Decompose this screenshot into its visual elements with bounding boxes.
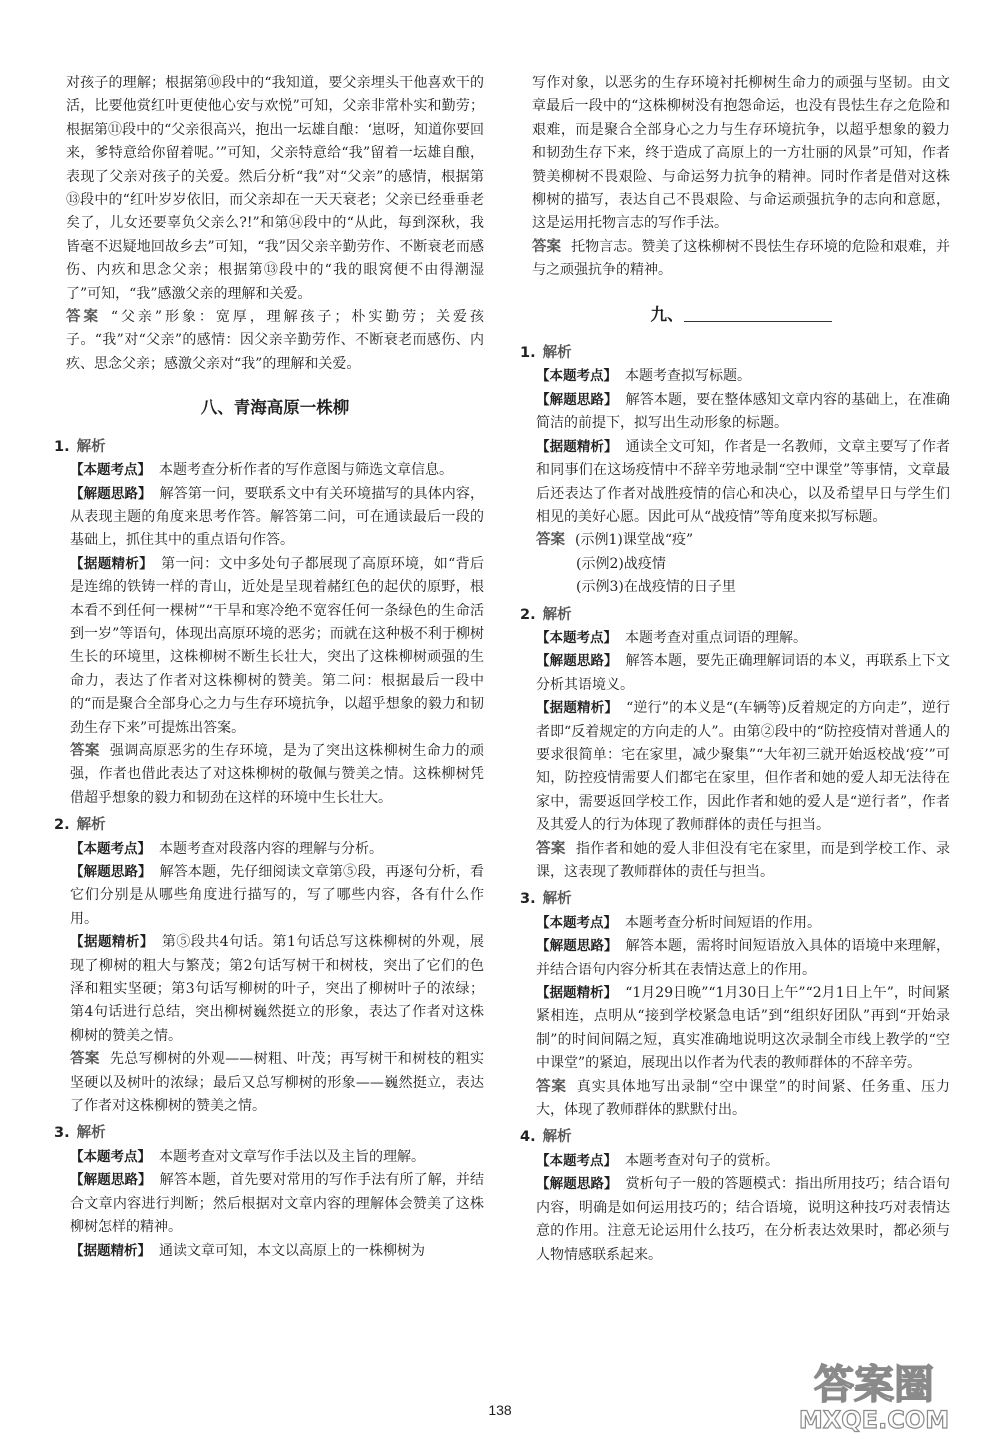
- watermark-text-bottom: MXQE.COM: [798, 1406, 950, 1434]
- answer: 答案 指作者和她的爱人非但没有宅在家里，而是到学校工作、录课，这表现了教师群体的责任与担当。: [536, 840, 951, 880]
- jingxi: 【据题精析】 第⑤段共4句话。第1句话总写这株柳树的外观，展现了柳树的粗大与繁茂；第2句话写树干和树枝，突出了它们的色泽和粗实坚硬；第3句话写柳树的叶子，突出了柳树叶子的浓绿；第4句话进行总结，突出柳树巍然挺立的形象，表达了作者对这株柳树的赞美之情。: [70, 934, 484, 1044]
- jingxi: 【据题精析】 “逆行”的本义是“(车辆等)反着规定的方向走”，逆行者即“反着规定的方向走的人”。由第②段中的“防控疫情对普通人的要求很简单：宅在家里，减少聚集”“大年初三就开始返校战‘疫’”可知，防控疫情需要人们都宅在家里，但作者和她的爱人却无法待在家中，需要返回学校工作，因此作者和她的爱人是“逆行者”，作者及其爱人的行为体现了教师群体的责任与担当。: [536, 700, 950, 834]
- question-heading: 1. 解析: [54, 438, 106, 455]
- jingxi: 【据题精析】 通读文章可知，本文以高原上的一株柳树为: [70, 1242, 425, 1259]
- jingxi: 【据题精析】 第一问：文中多处句子都展现了高原环境，如“背后是连绵的铁铸一样的青山，近处是呈现着赭红色的起伏的原野，根本看不到任何一棵树”“干旱和寒冷绝不宽容任何一条绿色的生命活到一岁”等语句，体现出高原环境的恶劣；而就在这种极不利于柳树生长的环境里，这株柳树不断生长壮大，突出了这株柳树顽强的生命力，表达了作者对这株柳树的赞美。第二问：根据最后一段中的“而是聚合全部身心之力与生存环境抗争，以超乎想象的毅力和韧劲生存下来”可提炼出答案。: [70, 555, 484, 736]
- answer: 答案 先总写柳树的外观——树粗、叶茂；再写树干和树枝的粗实坚硬以及树叶的浓绿；最后又总写柳树的形象——巍然挺立，表达了作者对这株柳树的赞美之情。: [70, 1051, 485, 1115]
- answer: 答案 (示例1)课堂战“疫”: [536, 532, 694, 549]
- question-heading: 4. 解析: [520, 1129, 572, 1146]
- jingxi: 【据题精析】 通读全文可知，作者是一名教师，文章主要写了作者和同事们在这场疫情中不辞辛劳地录制“空中课堂”等事情，文章最后还表达了作者对战胜疫情的信心和决心，以及希望早日与学生们相见的美好心愿。因此可从“战疫情”等角度来拟写标题。: [536, 438, 951, 525]
- kaodian: 【本题考点】 本题考查分析作者的写作意图与筛选文章信息。: [70, 462, 453, 479]
- answer-label: 答案: [66, 309, 101, 326]
- kaodian: 【本题考点】 本题考查拟写标题。: [536, 368, 751, 385]
- page-number: 138: [488, 1402, 512, 1418]
- kaodian: 【本题考点】 本题考查对重点词语的理解。: [536, 629, 807, 646]
- kaodian: 【本题考点】 本题考查对文章写作手法以及主旨的理解。: [70, 1148, 425, 1165]
- section-title-8: 八、青海高原一株柳: [200, 398, 350, 418]
- kaodian: 【本题考点】 本题考查对句子的赏析。: [536, 1152, 779, 1169]
- section-title-9: 九、: [532, 303, 950, 326]
- silu: 【解题思路】 解答本题，先仔细阅读文章第⑤段，再逐句分析，看它们分别是从哪些角度进行描写的，写了哪些内容，各有什么作用。: [70, 864, 485, 927]
- answer: 答案 强调高原恶劣的生存环境，是为了突出这株柳树生命力的顽强，作者也借此表达了对这株柳树的敬佩与赞美之情。这株柳树凭借超乎想象的毅力和韧劲在这样的环境中生长壮大。: [70, 742, 485, 806]
- left-column: [54, 72, 485, 1263]
- continued-paragraph: 写作对象，以恶劣的生存环境衬托柳树生命力的顽强与坚韧。由文章最后一段中的“这株柳树没有抱怨命运，也没有畏怯生存之危险和艰难，而是聚合全部身心之力与生存环境抗争，以超乎想象的毅力和韧劲生存下来，终于造成了高原上的一方壮丽的风景”可知，作者赞美柳树不畏艰险、与命运努力抗争的精神。同时作者是借对这株柳树的描写，表达自己不畏艰险、与命运顽强抗争的志向和意愿，这是运用托物言志的写作手法。: [532, 75, 950, 232]
- kaodian: 【本题考点】 本题考查分析时间短语的作用。: [536, 914, 821, 931]
- silu: 【解题思路】 解答第一问，要联系文中有关环境描写的具体内容，从表现主题的角度来思考作答。解答第二问，可在通读最后一段的基础上，抓住其中的重点语句作答。: [70, 485, 485, 549]
- silu: 【解题思路】 解答本题，要在整体感知文章内容的基础上，在准确简洁的前提下，拟写出生动形象的标题。: [536, 391, 951, 432]
- silu: 【解题思路】 解答本题，首先要对常用的写作手法有所了解，并结合文章内容进行判断；然后根据对文章内容的理解体会赞美了这株柳树怎样的精神。: [70, 1172, 485, 1236]
- example-answer: (示例2)战疫情: [576, 555, 666, 572]
- watermark-logo: [768, 1356, 980, 1434]
- jingxi: 【据题精析】 “1月29日晚”“1月30日上午”“2月1日上午”，时间紧紧相连，点明从“接到学校紧急电话”到“组织好团队”再到“开始录制”的时间间隔之短，真实准确地说明这次录制全市线上教学的“空中课堂”的紧迫，展现出以作者为代表的教师群体的不辞辛劳。: [536, 985, 951, 1072]
- kaodian: 【本题考点】 本题考查对段落内容的理解与分析。: [70, 840, 383, 857]
- question-heading: 2. 解析: [520, 606, 572, 623]
- question-heading: 3. 解析: [520, 891, 572, 908]
- title-blank-line: [684, 307, 832, 322]
- right-column: [520, 72, 951, 1267]
- silu: 【解题思路】 解答本题，需将时间短语放入具体的语境中来理解，并结合语句内容分析其在表情达意上的作用。: [536, 938, 951, 978]
- silu: 【解题思路】 解答本题，要先正确理解词语的本义，再联系上下文分析其语境义。: [536, 653, 951, 693]
- question-heading: 1. 解析: [520, 345, 572, 362]
- intro-paragraph: 对孩子的理解；根据第⑩段中的“我知道，要父亲埋头干他喜欢干的活，比要他赏红叶更使他心安与欢悦”可知，父亲非常朴实和勤劳；根据第⑪段中的“父亲很高兴，抱出一坛雄自酿：‘崽呀，知道你要回来，爹特意给你留着呢。’”可知，父亲特意给“我”留着一坛雄自酿，表现了父亲对孩子的关爱。然后分析“我”对“父亲”的感情，根据第⑬段中的“红叶岁岁依旧，而父亲却在一天天衰老；父亲已经垂垂老矣了，儿女还要辜负父亲么?!”和第⑭段中的“从此，每到深秋，我皆毫不迟疑地回故乡去”可知，“我”因父亲辛勤劳作、不断衰老而感伤、内疚和思念父亲；根据第⑬段中的“我的眼窝便不由得潮湿了”可知，“我”感激父亲的理解和关爱。: [66, 75, 484, 302]
- question-heading: 3. 解析: [54, 1125, 106, 1142]
- answer: 答案 真实具体地写出录制“空中课堂”的时间紧、任务重、压力大，体现了教师群体的默默付出。: [536, 1078, 950, 1119]
- intro-answer: 答案 “父亲”形象：宽厚，理解孩子；朴实勤劳；关爱孩子。“我”对“父亲”的感情：因父亲辛勤劳作、不断衰老而感伤、内疚、思念父亲；感激父亲对“我”的理解和关爱。: [66, 309, 484, 372]
- answer: 答案 托物言志。赞美了这株柳树不畏怯生存环境的危险和艰难，并与之顽强抗争的精神。: [532, 238, 951, 279]
- question-heading: 2. 解析: [54, 817, 106, 834]
- example-answer: (示例3)在战疫情的日子里: [576, 579, 736, 596]
- silu: 【解题思路】 赏析句子一般的答题模式：指出所用技巧；结合语句内容，明确是如何运用技巧的；结合语境，说明这种技巧对表情达意的作用。注意无论运用什么技巧，在分析表达效果时，都必须与人物情感联系起来。: [536, 1176, 951, 1263]
- watermark-text-top: 答案圈: [814, 1362, 934, 1408]
